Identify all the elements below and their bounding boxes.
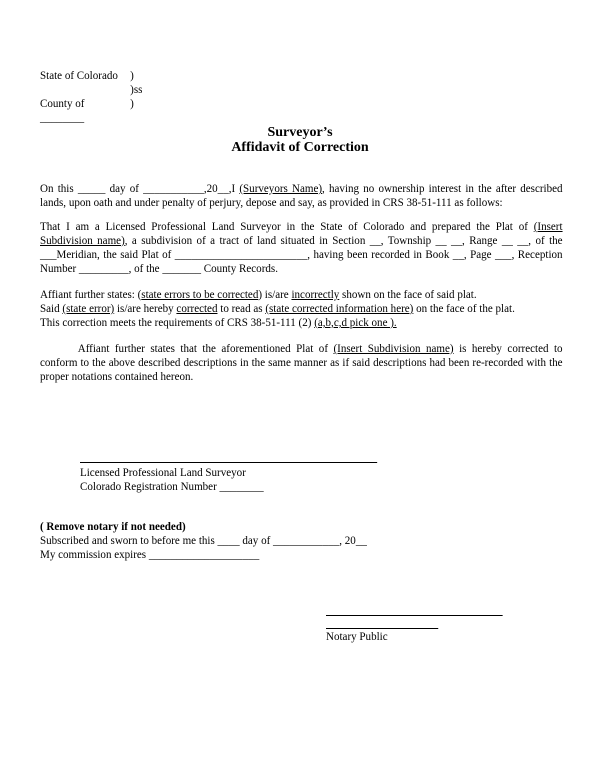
paragraph-confirmation	[40, 341, 563, 383]
crs-option-blank: (a,b,c,d pick one ).	[314, 315, 397, 329]
state-label: State of Colorado	[40, 68, 118, 82]
subdivision-name-blank: (Insert Subdivision name)	[40, 219, 563, 247]
notary-public-label: Notary Public	[326, 629, 388, 643]
paragraph-opening	[40, 181, 563, 209]
p4-text-1: Affiant further states that the aforementioned Plat of	[77, 341, 334, 355]
subdivision-name-blank-2: (Insert Subdivision name)	[333, 341, 454, 355]
p4-text-2: is hereby corrected to conform to the above described descriptions in the same manner as if said descriptions had been re-recorded with the proper notations contained hereon.	[40, 341, 563, 383]
paragraph-plat-description	[40, 219, 563, 275]
jurat-paren-2: )	[130, 96, 134, 110]
surveyor-signature-line	[80, 449, 377, 463]
l2-text-1: Said	[40, 301, 63, 315]
errors-to-correct-blank: state errors to be corrected	[141, 287, 259, 301]
p1-text-1: On this _____ day of ___________,20__,I	[40, 181, 240, 195]
l2-text-3: to read as	[217, 301, 266, 315]
notary-signature-line-2	[326, 616, 438, 629]
jurat-block	[40, 68, 142, 124]
surveyor-signature-block	[80, 449, 377, 493]
l1-text-1: Affiant further states: (	[40, 287, 142, 301]
notary-sworn-line: Subscribed and sworn to before me this ____ day of ____________, 20__	[40, 533, 367, 547]
statement-line-2	[40, 301, 563, 315]
l2-text-4: on the face of the plat.	[413, 301, 515, 315]
notary-commission-line: My commission expires ____________________	[40, 547, 260, 561]
jurat-row-county	[40, 96, 142, 124]
surveyor-role-label: Licensed Professional Land Surveyor	[80, 465, 246, 479]
jurat-row-ss	[40, 82, 142, 96]
p2-text-2: , a subdivision of a tract of land situated in Section __, Township __ __, Range __ __, of the ___Meridian, the said Plat of ________________________, having been recorded in Book __, Page ___, Reception Number _________, of the _______ County Records.	[40, 233, 563, 275]
jurat-paren-1: )	[130, 68, 134, 82]
corrected-word: corrected	[176, 301, 218, 315]
surveyor-name-blank: (Surveyors Name)	[239, 181, 323, 195]
document-title	[0, 125, 600, 155]
l2-text-2: is/are hereby	[114, 301, 177, 315]
notary-signature-line-1	[326, 601, 503, 616]
l1-text-2: ) is/are	[258, 287, 292, 301]
jurat-spacer	[40, 82, 130, 96]
registration-number-label: Colorado Registration Number ________	[80, 479, 264, 493]
paragraph-correction-statements	[40, 287, 563, 329]
incorrectly-word: incorrectly	[291, 287, 340, 301]
jurat-row-state	[40, 68, 142, 82]
p1-text-2: , having no ownership interest in the after described lands, upon oath and under penalty of perjury, depose and say, as provided in CRS 38-51-111 as follows:	[40, 181, 563, 209]
notary-removal-note: ( Remove notary if not needed)	[40, 519, 186, 533]
statement-line-1	[40, 287, 563, 301]
jurat-ss-mark: )ss	[130, 82, 143, 96]
l3-text-1: This correction meets the requirements of CRS 38-51-111 (2)	[40, 315, 315, 329]
title-line-1: Surveyor’s	[267, 125, 333, 140]
county-label: County of ________	[40, 96, 85, 124]
notary-signature-block	[326, 601, 503, 643]
p2-text-1: That I am a Licensed Professional Land Surveyor in the State of Colorado and prepared the Plat of	[40, 219, 534, 233]
l1-text-3: shown on the face of said plat.	[339, 287, 477, 301]
state-error-blank: (state error)	[62, 301, 115, 315]
title-line-2: Affidavit of Correction	[231, 140, 369, 155]
statement-line-3	[40, 315, 563, 329]
notary-section	[40, 519, 367, 561]
corrected-information-blank: (state corrected information here)	[265, 301, 414, 315]
